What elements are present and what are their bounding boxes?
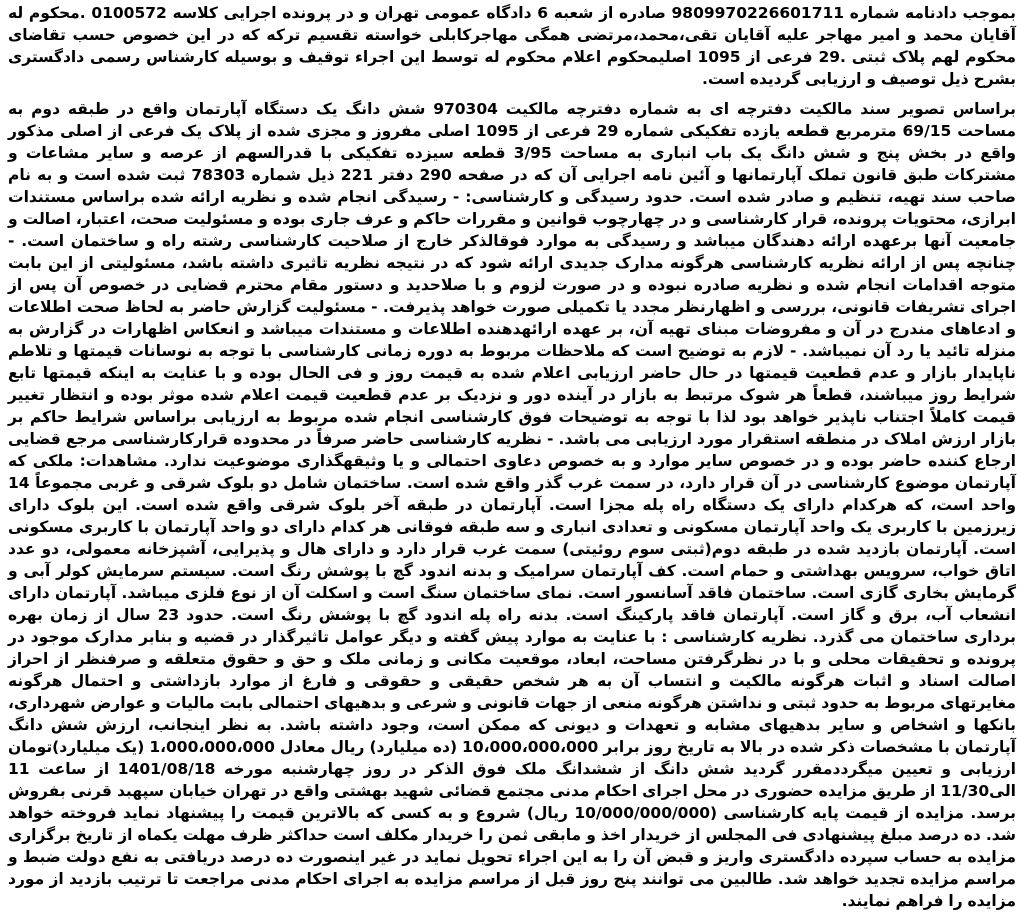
notice-paragraph-verdict: بموجب دادنامه شماره 9809970226601711 صادره از شعبه 6 دادگاه عمومی تهران و در پرونده اجرایی کلاسه 0100572 .محکوم له آقایان محمد و امیر مهاجر علیه آقایان تقی،محمد،مرتضی همگی مهاجرکابلی خواسته تقسیم ترکه که در این خصوص حسب تقاضای محکوم لهم پلاک ثبتی .29 فرعی از 1095 اصلیمحکوم اعلام محکوم له توسط این اجراء توقیف و بوسیله کارشناس رسمی دادگستری بشرح ذیل توصیف و ارزیابی گردیده است.: [8, 4, 1016, 88]
notice-paragraph-appraisal: براساس تصویر سند مالکیت دفترچه ای به شماره دفترچه مالکیت 970304 شش دانگ یک دستگاه آپارتمان واقع در طبقه دوم به مساحت 69/15 مترمربع قطعه یازده تفکیکی شماره 29 فرعی از 1095 اصلی مفروز و مجزی شده از پلاک یک فرعی از اصلی مذکور واقع در بخش پنج و شش دانگ یک باب انباری به مساحت 3/95 قطعه سیزده تفکیکی با قدرالسهم از عرصه و سایر مشاعات و مشترکات طبق قانون تملک آپارتمانها و آئین نامه اجرایی آن که در صفحه 290 دفتر 221 ذیل شماره 78303 ثبت شده است و به نام صاحب سند تهیه، تنظیم و صادر شده است. حدود رسیدگی و کارشناسی: - رسیدگی انجام شده و نظریه ارائه شده براساس مستندات ابرازی، محتویات پرونده، قرار کارشناسی و در چهارچوب قوانین و مقررات حاکم و عرف جاری بوده و مسئولیت صحت، اعتبار، اصالت و جامعیت آنها برعهده ارائه دهندگان میباشد و رسیدگی به موارد فوقالذکر خارج از صلاحیت کارشناسی رشته راه و ساختمان است. - چنانچه پس از ارائه نظریه کارشناسی هرگونه مدارک جدیدی ارائه شود که در نتیجه نظریه تاثیری داشته باشد، مسئولیتی از این بابت متوجه اقدامات انجام شده و نظریه صادره نبوده و در صورت لزوم و با صلاحدید و دستور مقام محترم قضایی در خصوص آن پس از اجرای تشریفات قانونی، بررسی و اظهارنظر مجدد یا تکمیلی صورت خواهد پذیرفت. - مسئولیت گزارش حاضر به لحاظ صحت اطلاعات و ادعاهای مندرج در آن و مفروضات مبنای تهیه آن، بر عهده ارائهدهنده اطلاعات و مستندات میباشد و انعکاس اظهارات در گزارش به منزله تائید یا رد آن نمیباشد. - لازم به توضیح است که ملاحظات مربوط به دوره زمانی کارشناسی با توجه به نوسانات قیمتها و تلاطم ناپایدار بازار و عدم قطعیت قیمتها در حال حاضر ارزیابی اعلام شده به قیمت روز و فی الحال بوده و با عنایت به اینکه قیمتها تابع شرایط روز میباشند، قطعاً هر شوک مرتبط به بازار در آینده دور و نزدیک بر عدم قطعیت قیمت اعلام شده موثر بوده و انتظار تغییر قیمت کاملاً اجتناب ناپذیر خواهد بود لذا با توجه به توضیحات فوق کارشناسی انجام شده مربوط به ارزیابی براساس شرایط حاکم بر بازار ارزش املاک در منطقه استقرار مورد ارزیابی می باشد. - نظریه کارشناسی حاضر صرفاً در محدوده قرارکارشناسی مرجع قضایی ارجاع کننده حاضر بوده و در خصوص سایر موارد و به خصوص دعاوی احتمالی و یا وثیقهگذاری موضوعیت ندارد. مشاهدات: ملکی که آپارتمان موضوع کارشناسی در آن قرار دارد، در سمت غرب گذر واقع شده است. ساختمان شامل دو بلوک شرقی و غربی مجموعاً 14 واحد است، که هرکدام دارای یک دستگاه راه پله مجزا است. آپارتمان در طبقه آخر بلوک شرقی واقع شده است. این بلوک دارای زیرزمین با کاربری یک واحد آپارتمان مسکونی و تعدادی انباری و سه طبقه فوقانی هر کدام دارای دو واحد آپارتمان با کاربری مسکونی است. آپارتمان بازدید شده در طبقه دوم(ثبتی سوم روئیتی) سمت غرب قرار دارد و دارای هال و پذیرایی، آشپزخانه معمولی، دو عدد اتاق خواب، سرویس بهداشتی و حمام است. کف آپارتمان سرامیک و بدنه اندود گچ با پوشش رنگ است. سیستم سرمایش کولر آبی و گرمایش بخاری گازی است. ساختمان فاقد آسانسور است. نمای ساختمان سنگ است و اسکلت آن از نوع فلزی میباشد. آپارتمان دارای انشعاب آب، برق و گاز است. آپارتمان فاقد پارکینگ است. بدنه راه پله اندود گچ با پوشش رنگ است. حدود 23 سال از زمان بهره برداری ساختمان می گذرد. نظریه کارشناسی : با عنایت به موارد پیش گفته و دیگر عوامل تاثیرگذار در قضیه و بنابر مدارک موجود در پرونده و تحقیقات محلی و با در نظرگرفتن مساحت، ابعاد، موقعیت مکانی و زمانی ملک و حق و حقوق متعلقه و صرفنظر از احراز اصالت اسناد و اثبات هرگونه مالکیت و انتساب آن به هر شخص حقیقی و حقوقی و فارغ از موارد بازداشتی و احتمال هرگونه مغایرتهای مربوط به حدود ثبتی و نداشتن هرگونه منعی از جهات قانونی و شرعی و بدهیهای احتمالی بابت مالیات و عوارض شهرداری، بانکها و اشخاص و سایر بدهیهای مشابه و تعهدات و دیونی که ممکن است، وجود داشته باشد. به نظر اینجانب، ارزش شش دانگ آپارتمان با مشخصات ذکر شده در بالا به تاریخ روز برابر 10،000،000،000 (ده میلیارد) ریال معادل 1،000،000،000 (یک میلیارد)تومان ارزیابی و تعیین میگرددمقرر گردید شش دانگ از ششدانگ ملک فوق الذکر در روز چهارشنبه مورخه 1401/08/18 از ساعت 11 الی11/30 از طریق مزایده حضوری در محل اجرای احکام مدنی مجتمع قضائی شهید بهشتی واقع در تهران خیابان سپهبد قرنی بفروش برسد. مزایده از قیمت پایه کارشناسی (10/000/000/000 ریال) شروع و به کسی که بالاترین قیمت را پیشنهاد نماید فروخته خواهد شد. ده درصد مبلغ پیشنهادی فی المجلس از خریدار اخذ و مابقی ثمن را خریدار مکلف است حداکثر ظرف مهلت یکماه از تاریخ برگزاری مزایده به حساب سپرده دادگستری واریز و قبض آن را به این اجراء تحویل نماید در غیر اینصورت ده درصد دریافتی به نفع دولت ضبط و مراسم مزایده تجدید خواهد شد. طالبین می توانند پنج روز قبل از مراسم مزایده به اجرای احکام مدنی مراجعت تا ترتیب بازدید از مورد مزایده را فراهم نمایند.: [8, 100, 1017, 910]
